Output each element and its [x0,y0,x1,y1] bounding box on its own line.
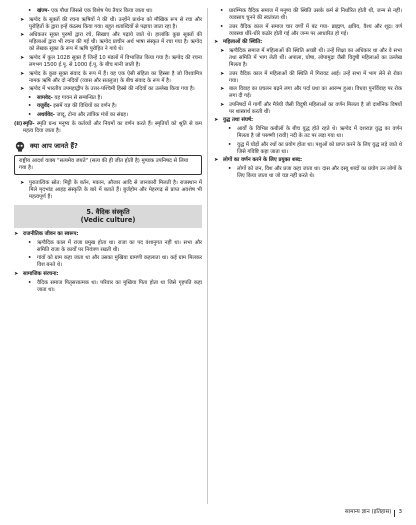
right-column [214,8,402,181]
list-item [14,17,202,31]
list-item-text [223,117,402,124]
list-item-text [229,48,402,69]
list-item-lead: अथर्ववेद- [37,111,55,118]
list-marker: • [28,103,32,110]
list-marker: (ii) [14,120,23,127]
list-item-lead: लोगों का वर्णन करने के लिए प्रयुक्त शब्द: [223,157,303,164]
list-item [14,103,202,110]
list-item-lead: महिलाओं की स्थिति: [223,39,263,46]
list-item-text [37,8,202,15]
list-marker: ➤ [214,157,219,164]
list-marker: ➤ [214,39,219,46]
list-item [14,112,202,119]
list-item-text [23,271,202,278]
left-column [14,8,202,295]
list-item-text [37,255,202,269]
list-item [214,166,402,180]
list-item-text [237,166,402,180]
list-item-text [237,142,402,156]
list-marker: ➤ [214,117,219,124]
list-item-lead: यजुर्वेद- [37,103,52,110]
list-item [214,48,402,69]
list-item-body: गांवों को ग्राम कहा जाता था और उसका मुखिया ग्रामणी कहलाता था। कई ग्राम मिलकर विश बनते थे। [37,255,202,269]
callout-answer: राष्ट्रीय आदर्श वाक्य "सत्यमेव जयते" (सत्य की ही जीत होती है) मुण्डक उपनिषद से लिया गया है। [14,155,202,175]
list-marker: • [228,165,232,172]
list-marker: ➤ [20,54,25,61]
list-item [214,126,402,140]
list-marker: • [220,23,224,30]
list-item-body: यह गायन से सम्बन्धित है। [52,94,103,101]
list-item [214,117,402,124]
list-item-text [37,280,202,294]
list-item-text [37,112,202,119]
callout-question: क्या आप जानते हैं? [30,142,78,151]
list-marker: • [28,239,32,246]
list-item-body: स्मृति ग्रन्थ मनुष्य के कर्तव्यों और नियमों का वर्णन करते हैं। स्मृतियों को श्रुति से कम महत्व दिया जाता है। [23,120,202,134]
list-item-body: ऋग्वैदिक समाज में महिलाओं की स्थिति अच्छी थी। उन्हें शिक्षा का अधिकार था और वे सभा तथा समिति में भाग लेती थीं। अपाला, घोषा, लोपामुद्रा जैसी विदुषी महिलाओं का उल्लेख मिलता है। [229,47,402,68]
list-item [214,71,402,85]
list-marker: ➤ [14,270,19,277]
list-item-body: पुरातात्विक स्रोत: मिट्टी के बर्तन, मकान, औजार आदि से जानकारी मिलती है। राजस्थान में मिले मृदभांड आहड़ संस्कृति के बारे में बताते हैं। बुर्जहोम और मेहरगढ़ से प्राप्त अवशेष भी महत्वपूर्ण हैं। [29,179,202,200]
skull-icon [14,141,26,153]
column-divider [207,8,208,504]
list-marker: ➤ [20,179,25,186]
list-item [14,231,202,238]
list-item-body: प्रारम्भिक वैदिक समाज में मनुष्य की स्थिति उसके कर्म से निर्धारित होती थी, जन्म से नहीं। व्यवसाय चुनने की स्वतंत्रता थी। [229,8,402,22]
list-item [14,8,202,15]
list-item-body: युद्ध में घोड़ों और रथों का प्रयोग होता था। पशुओं को प्राप्त करने के लिए युद्ध लड़े जाते थे जिसे गविष्टि कहा जाता था। [237,141,402,155]
list-item-body: जादू, टोना और तांत्रिक मंत्रों का संग्रह। [54,111,128,118]
list-marker: ➤ [220,86,225,93]
list-marker: ➤ [20,16,25,23]
list-item-body: बाल विवाह का प्रचलन बढ़ने लगा और पर्दा प्रथा का आरम्भ हुआ। विधवा पुनर्विवाह पर रोक लगा दी गई। [229,86,402,100]
footer-separator [394,510,395,517]
list-item-body: उत्तर वैदिक काल में महिलाओं की स्थिति में गिरावट आई। उन्हें सभा में भाग लेने से रोका गया। [229,70,402,84]
list-item-text [29,17,202,31]
list-item-body: आर्यों के विभिन्न कबीलों के बीच युद्ध होते रहते थे। ऋग्वेद में दशराज्ञ युद्ध का वर्णन मिलता है जो परुष्णी (रावी) नदी के तट पर लड़ा गया था। [237,125,402,139]
list-marker: ➤ [220,70,225,77]
list-marker: • [28,94,32,101]
list-item-lead: खंज्म- [37,8,50,14]
list-item-text [229,8,402,22]
list-item-body: उत्तर वैदिक काल में समाज चार वर्णों में बंट गया- ब्राह्मण, क्षत्रिय, वैश्य और शूद्र। वर्ण व्यवस्था धीरे-धीरे कठोर होती गई और जन्म पर आधारित हो गई। [229,23,402,37]
list-item-body: ऋग्वेद में कुल 1028 सूक्त हैं जिन्हें 10 मंडलों में विभाजित किया गया है। ऋग्वेद की रचना लगभग 1500 ई.पू. से 1000 ई.पू. के बीच मानी जाती है। [29,54,202,68]
list-item-body: ऋग्वेद के सूक्तों की रचना ऋषियों ने की थी। उन्होंने प्रार्थना को मौखिक रूप से रचा और पुरोहितों के द्वारा इन्हें कंठस्थ किया गया। बहुत शताब्दियों से पढ़ाया जाता रहा है। [29,16,202,30]
list-marker: ➤ [220,101,225,108]
list-marker: • [220,8,224,14]
list-marker: ➤ [20,32,25,39]
list-marker: ➤ [220,47,225,54]
list-item-text [29,32,202,53]
list-item-body: उपनिषदों में गार्गी और मैत्रेयी जैसी विदुषी महिलाओं का वर्णन मिलता है जो दार्शनिक विषयों पर शास्त्रार्थ करती थीं। [229,101,402,115]
section-title-hindi: 5. वैदिक संस्कृति [86,207,130,216]
list-item-text [29,55,202,69]
list-item-text [237,126,402,140]
list-item [14,180,202,201]
list-marker: • [228,141,232,148]
list-item [14,121,202,135]
list-item-body: लोगों को जन, विश और प्रजा कहा जाता था। दास और दस्यु शब्दों का प्रयोग उन लोगों के लिए किया जाता था जो यज्ञ नहीं करते थे। [237,165,402,179]
list-item [14,95,202,102]
list-item-text [223,39,402,46]
list-item-body: वैदिक समाज पितृसत्तात्मक था। परिवार का मुखिया पिता होता था जिसे गृहपति कहा जाता था। [37,279,202,293]
list-item [214,142,402,156]
list-marker: • [28,111,32,118]
list-item [214,8,402,22]
list-item-text [229,102,402,116]
list-marker: • [28,279,32,286]
list-item-text [23,231,202,238]
list-item-body: अधिकतर सूक्त पुरुषों द्वारा रचे, सिखाए और पढ़ाये जाते थे। हालांकि कुछ सूक्तों की महिलाओं द्वारा भी रचना की गई थी। ऋग्वेद प्राचीन अर्थ भाषा संस्कृत में रचा गया है। ऋग्वेद को लेखक सूक्त के रूप में ऋषि पुरोहित ने गाये थे। [29,32,202,53]
list-item [14,55,202,69]
list-item-body: एक पौधा जिससे एक विशेष पेय तैयार किया जाता था। [49,8,153,14]
list-item-text [29,86,202,93]
list-item-text [229,24,402,38]
list-item [14,240,202,254]
list-item [14,71,202,85]
list-item [214,39,402,46]
list-item-text [29,71,202,85]
list-item-lead: सामवेद- [37,94,53,101]
list-item-lead: सामाजिक संरचना: [23,270,59,277]
list-item-body: ऋग्वेद के कुछ सूक्त संवाद के रूप में हैं। यह एक ऐसी संहिता का हिस्सा है जो विश्वामित्र नामक ऋषि और दो नदियों (व्यास और सतलुज) के बीच संवाद के रूप में है। [29,70,202,84]
list-item [14,280,202,294]
list-item-lead: स्मृति- [23,120,35,127]
list-item-lead: युद्ध तथा संघर्ष: [223,117,254,124]
list-item [214,102,402,116]
list-item [214,24,402,38]
list-marker: ➤ [14,231,19,238]
list-item-body: इसमें यज्ञ की विधियों का वर्णन है। [51,103,117,110]
section-heading [14,205,202,228]
list-item-text [37,95,202,102]
list-marker: ➤ [20,70,25,77]
did-you-know-box [14,139,202,177]
list-marker: • [228,125,232,132]
did-you-know-title [14,141,202,153]
list-marker: • [28,8,32,14]
list-item-text [37,240,202,254]
page-number: 3 [398,509,402,516]
list-item-text [29,180,202,201]
list-item [214,157,402,164]
list-item-text [229,71,402,85]
list-item [214,86,402,100]
list-item-body: ऋग्वैदिक काल में राजा प्रमुख होता था। राजा का पद वंशानुगत नहीं था। सभा और समिति राजा के कार्यों पर नियंत्रण रखती थी। [37,239,202,253]
page-footer [345,509,402,517]
list-item-text [229,86,402,100]
list-item-text [23,121,202,135]
list-item [14,271,202,278]
list-item-text [37,103,202,110]
list-marker: ➤ [20,86,25,93]
list-item-body: ऋग्वेद में भारतीय उपमहाद्वीप के उत्तर-पश्चिमी हिस्से की नदियों का उल्लेख किया गया है। [29,86,195,93]
list-item-text [223,157,402,164]
list-item [14,86,202,93]
list-item [14,255,202,269]
list-item-lead: राजनीतिक जीवन का स्वरूप: [23,231,79,238]
section-title-english: (Vedic culture) [80,216,136,225]
list-marker: • [28,255,32,262]
footer-title: सामान्य ज्ञान (इतिहास) [344,509,392,516]
list-item [14,32,202,53]
